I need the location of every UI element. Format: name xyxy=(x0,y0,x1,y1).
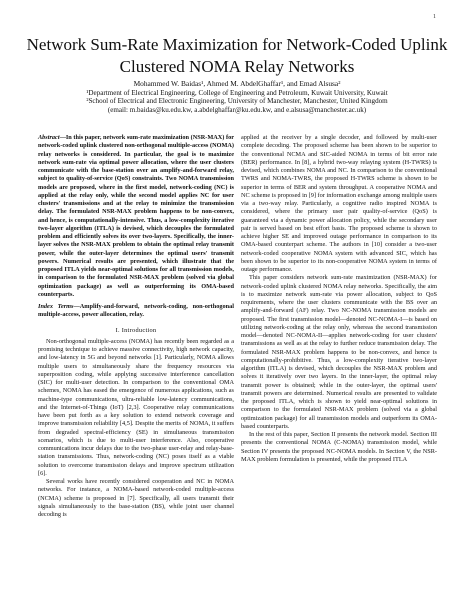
section-heading-introduction: I. Introduction xyxy=(115,326,157,334)
intro-paragraph-1: Non-orthogonal multiple-access (NOMA) has recently been regarded as a promising technique to achieve massive connectivity, high network capacity, and low-latency in 5G and beyond networks [1]. Particularly, NOMA allows multiple users to simultaneously share the frequency resources via superposition coding, while applying successive interference cancellation (SIC) for multi-user detection. In comparison to the conventional OMA schemes, NOMA has eased the emergence of numerous applications, such as machine-type communications, ultra-reliable low-latency communications, and the Internet-of-Things (IoT) [2,3]. Cooperative relay communications have been put forth as a key solution to extend network coverage and improve transmission reliability [4,5]. Despite the merits of NOMA, it suffers from degraded spectral-efficiency (SE) in simultaneous transmission scenarios, which is due to multi-user interference. Also, cooperative communications incur delays due to the two-phase user-relay and relay-base-station transmissions. Thus, network-coding (NC) poses itself as a viable solution to overcome transmission delays and improve spectrum utilization [6]. xyxy=(38,337,234,477)
body-paragraph-continued: applied at the receiver by a single decoder, and followed by multi-user complete decoding. The proposed scheme has been shown to be superior to the conventional NCMA and SIC-aided NOMA in terms of bit error rate (BER) performance. In [8], a hybrid two-way relaying system (H-TWRS) is devised, which combines NOMA and NC. In comparison to the conventional TWRS and NOMA-TWRS, the proposed H-TWRS scheme is shown to be superior in terms of BER and system throughput. A cooperative NOMA and NC scheme is proposed in [9] for information exchange among multiple users via a two-way relay. Particularly, a cognitive radio inspired NOMA is considered, where the primary user pair quality-of-service (QoS) is guaranteed via a dynamic power allocation policy, while the secondary user pair is served based on best effort basis. The proposed scheme is shown to achieve higher SE and improved outage performance in comparison to its OMA-based counterpart scheme. The authors in [10] consider a two-user network-coded cooperative NOMA system with advanced SIC, which has been shown to be superior to its non-cooperative NOMA system in terms of outage performance. xyxy=(241,134,437,273)
abstract-text: —In this paper, network sum-rate maximization (NSR-MAX) for network-coded uplink clustered non-orthogonal multiple-access (NOMA) relay networks is considered. In particular, the goal is to maximize network sum-rate via optimal power allocation, where the user clusters communicate with the base-station over an amplify-and-forward relay, subject to quality-of-service (QoS) constraints. Two NOMA transmission models are proposed, where in the first model, network-coding (NC) is applied at the relay only, while the second model applies NC for user clusters' transmissions and at the relay to minimize the transmission delay. The formulated NSR-MAX problem happens to be non-convex, and hence, is computationally-intensive. Thus, a low-complexity iterative two-layer algorithm (ITLA) is devised, which decouples the formulated problem and efficiently solves its over two-layers. Specifically, the inner-layer solves the NSR-MAX problem to obtain the optimal relay transmit power, while the outer-layer determines the optimal users' transmit powers. Numerical results are presented, which illustrate that the proposed ITLA yields near-optimal solutions for all transmission models, in comparison to the formulated NSR-MAX problem (solved via global optimization package) as well as outperforming its OMA-based counterparts. xyxy=(38,134,234,298)
right-column xyxy=(241,134,437,464)
affiliation-1: ¹Department of Electrical Engineering, College of Engineering and Petroleum, Kuwait University, Kuwait xyxy=(86,88,388,97)
abstract-label: Abstract xyxy=(38,134,60,141)
index-terms-label: Index Terms xyxy=(38,303,74,310)
affiliation-2: ²School of Electrical and Electronic Engineering, University of Manchester, Manchester, United Kingdom xyxy=(86,97,388,106)
paper-title: Network Sum-Rate Maximization for Network-Coded Uplink Clustered NOMA Relay Networks xyxy=(26,35,448,76)
author-names: Mohammed W. Baidas¹, Ahmed M. AbdelGhaffar¹, and Emad Alsusa² xyxy=(133,79,341,88)
author-emails: (email: m.baidas@ku.edu.kw, a.abdelghaffar@ku.edu.kw, and e.alsusa@manchester.ac.uk) xyxy=(107,105,367,114)
body-paragraph-contributions: This paper considers network sum-rate maximization (NSR-MAX) for network-coded uplink clustered NOMA relay networks. Specifically, the aim is to maximize network sum-rate via power allocation, subject to QoS requirements, where the user clusters communicate with the BS over an amplify-and-forward (AF) relay. Two NC-NOMA transmission models are proposed. The first transmission model—denoted NC-NOMA-I—is based on utilizing network-coding at the relay only, whereas the second transmission model—denoted NC-NOMA-II—applies network-coding for user clusters' transmissions as well as at the relay to further reduce transmission delay. The formulated NSR-MAX problem happens to be non-convex, and hence is computationally-prohibitive. Thus, a low-complexity iterative two-layer algorithm (ITLA) is devised, which decouples the NSR-MAX problem and solves it iteratively over two layers. In the inner-layer, the optimal relay transmit power is obtained; while in the outer-layer, the optimal users' transmit powers are determined. Numerical results are presented to validate the proposed ITLA, which is shown to yield near-optimal solutions in comparison to the formulated NSR-MAX problem (solved via a global optimization package) for all transmission models and outperform its OMA-based counterparts. xyxy=(241,274,437,430)
index-terms xyxy=(38,303,234,320)
body-paragraph-organization: In the rest of this paper, Section II presents the network model. Section III presents the conventional NOMA (C-NOMA) transmission model, while Section IV presents the proposed NC-NOMA models. In Section V, the NSR-MAX problem formulation is presented, while the proposed ITLA xyxy=(241,431,437,463)
author-block xyxy=(24,80,450,114)
page-number: 1 xyxy=(433,14,436,20)
abstract xyxy=(38,134,234,299)
index-terms-text: —Amplify-and-forward, network-coding, non-orthogonal multiple-access, power allocation, relay. xyxy=(38,303,234,319)
intro-paragraph-2: Several works have recently considered cooperation and NC in NOMA networks. For instance, a NOMA-based network-coded multiple-access (NCMA) scheme is proposed in [7]. Specifically, all users transmit their signals simultaneously to the base-station (BS), while joint user channel decoding is xyxy=(38,478,234,518)
left-column xyxy=(38,134,234,519)
